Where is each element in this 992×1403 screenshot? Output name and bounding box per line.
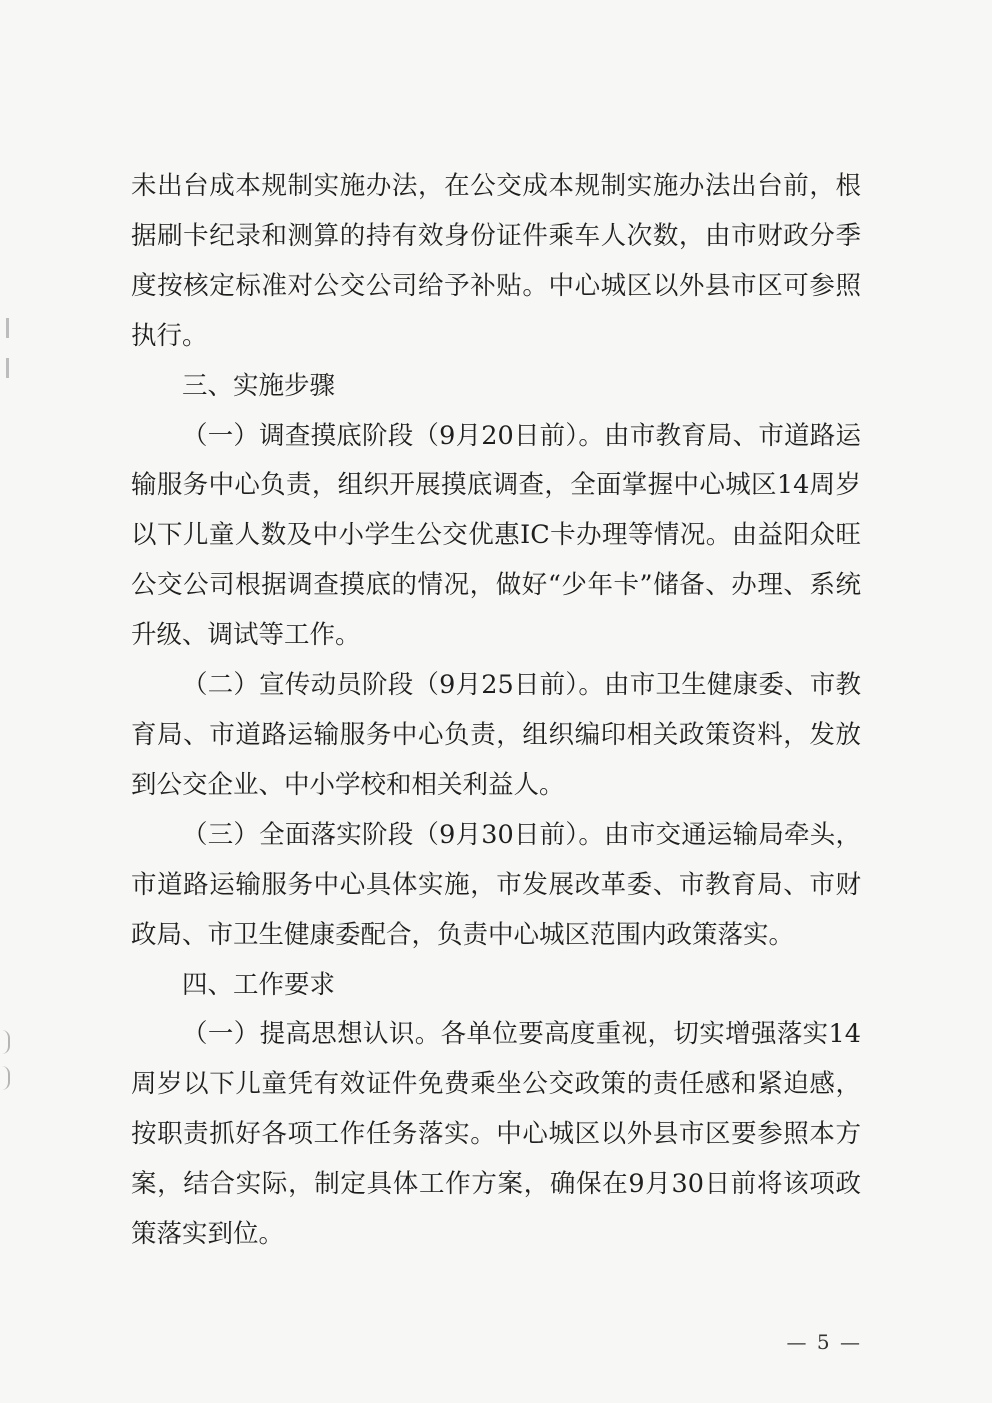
section-heading-work-requirements: 四、工作要求 xyxy=(182,969,336,1000)
page-number: — 5 — xyxy=(786,1330,862,1354)
document-body xyxy=(131,162,861,1260)
binding-hole-mark xyxy=(2,1030,10,1054)
paragraph-implementation-stage: （三）全面落实阶段（9月30日前）。由市交通运输局牵头，市道路运输服务中心具体实施，市发展改革委、市教育局、市财政局、市卫生健康委配合，负责中心城区范围内政策落实。 xyxy=(131,819,861,950)
binding-hole-mark xyxy=(6,358,9,378)
binding-hole-mark xyxy=(2,1066,10,1090)
paragraph-survey-stage: （一）调查摸底阶段（9月20日前）。由市教育局、市道路运输服务中心负责，组织开展摸底调查，全面掌握中心城区14周岁以下儿童人数及中小学生公交优惠IC卡办理等情况。由益阳众旺公交公司根据调查摸底的情况，做好“少年卡”储备、办理、系统升级、调试等工作。 xyxy=(131,420,861,651)
binding-hole-mark xyxy=(6,318,9,338)
paragraph-continuation: 未出台成本规制实施办法，在公交成本规制实施办法出台前，根据刷卡纪录和测算的持有效身份证件乘车人次数，由市财政分季度按核定标准对公交公司给予补贴。中心城区以外县市区可参照执行。 xyxy=(131,171,861,351)
paragraph-raise-awareness: （一）提高思想认识。各单位要高度重视，切实增强落实14周岁以下儿童凭有效证件免费乘坐公交政策的责任感和紧迫感，按职责抓好各项工作任务落实。中心城区以外县市区要参照本方案，结合实际，制定具体工作方案，确保在9月30日前将该项政策落实到位。 xyxy=(131,1019,861,1250)
section-heading-implementation-steps: 三、实施步骤 xyxy=(182,370,336,401)
paragraph-publicity-stage: （二）宣传动员阶段（9月25日前）。由市卫生健康委、市教育局、市道路运输服务中心负责，组织编印相关政策资料，发放到公交企业、中小学校和相关利益人。 xyxy=(131,670,861,800)
